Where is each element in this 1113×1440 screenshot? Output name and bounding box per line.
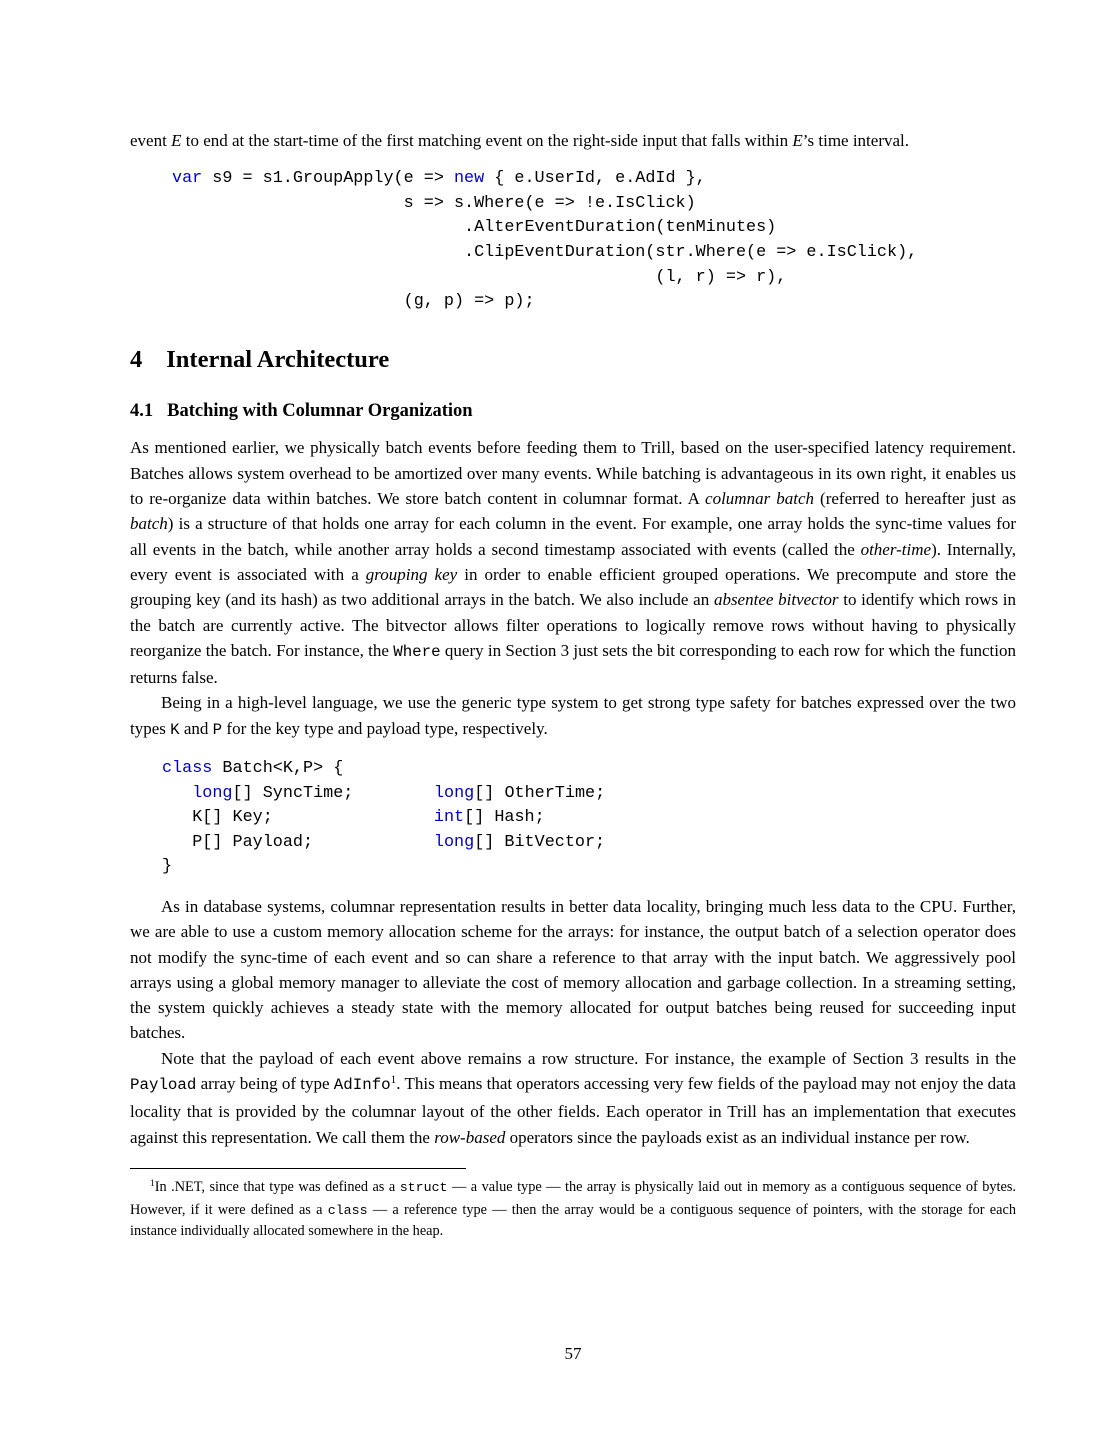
paragraph-batching-2: Being in a high-level language, we use the generic type system to get strong type safety for batches expressed over the two types K and P for the key type and payload type, respectively. bbox=[130, 693, 1016, 739]
paragraph-batching-1: As mentioned earlier, we physically batch events before feeding them to Trill, based on the user-specified latency requirement. Batches allows system overhead to be amortized over many events. While batching is advantageous in its own right, it enables us to re-organize data within batches. We store batch content in columnar format. A columnar batch (referred to hereafter just as batch) is a structure of that holds one array for each column in the event. For example, one array holds the sync-time values for all events in the batch, while another array holds a second timestamp associated with events (called the other-time). Internally, every event is associated with a grouping key in order to enable efficient grouped operations. We precompute and store the grouping key (and its hash) as two additional arrays in the batch. We also include an absentee bitvector to identify which rows in the batch are currently active. The bitvector allows filter operations to logically remove rows without having to physically reorganize the batch. For instance, the Where query in Section 3 just sets the bit corresponding to each row for which the function returns false. bbox=[130, 438, 1016, 688]
section-heading bbox=[130, 345, 1016, 374]
page-content bbox=[130, 128, 1016, 1242]
footnote: $^1$In .NET, since that type was defined as a struct — a value type — the array is physically laid out in memory as a contiguous sequence of bytes. However, if it were defined as a class — a reference type — then the array would be a contiguous sequence of pointers, with the storage for each instance individually allocated somewhere in the heap. bbox=[130, 1178, 1016, 1239]
paragraph-batching-4: Note that the payload of each event above remains a row structure. For instance, the example of Section 3 results in the Payload array being of type AdInfo$^1$. This means that operators accessing very few fields of the payload may not enjoy the data locality that is provided by the columnar layout of the other fields. Each operator in Trill has an implementation that executes against this representation. We call them the row-based operators since the payloads exist as an individual instance per row. bbox=[130, 1048, 1016, 1147]
code-block-groupapply: var s9 = s1.GroupApply(e => new { e.UserId, e.AdId }, s => s.Where(e => !e.IsClick) .AlterEventDuration(tenMinutes) .ClipEventDuration(str.Where(e => e.IsClick), (l, r) => r), (g, p) => p); bbox=[172, 169, 918, 312]
subsection-title: Batching with Columnar Organization bbox=[167, 401, 473, 422]
footnote-rule bbox=[130, 1168, 466, 1169]
code-block-batch-class: class Batch<K,P> { long[] SyncTime; long[] OtherTime; K[] Key; int[] Hash; P[] Payload; long[] BitVector; } bbox=[162, 759, 606, 877]
footnote-block bbox=[130, 1168, 1016, 1242]
subsection-number: 4.1 bbox=[130, 401, 154, 422]
intro-paragraph: event E to end at the start-time of the first matching event on the right-side input that falls within E’s time interval. bbox=[130, 131, 910, 150]
section-number: 4 bbox=[130, 345, 143, 373]
paragraph-batching-3: As in database systems, columnar representation results in better data locality, bringing much less data to the CPU. Further, we are able to use a custom memory allocation scheme for the arrays: for instance, the output batch of a selection operator does not modify the sync-time of each event and so can share a reference to that array with the input batch. We aggressively pool arrays using a global memory manager to alleviate the cost of memory allocation and garbage collection. In a streaming setting, the system quickly achieves a steady state with the memory allocated for output batches being reused for succeeding input batches. bbox=[130, 896, 1016, 1043]
section-title: Internal Architecture bbox=[166, 345, 390, 373]
page-number: 57 bbox=[564, 1344, 582, 1363]
subsection-heading bbox=[130, 400, 1016, 422]
